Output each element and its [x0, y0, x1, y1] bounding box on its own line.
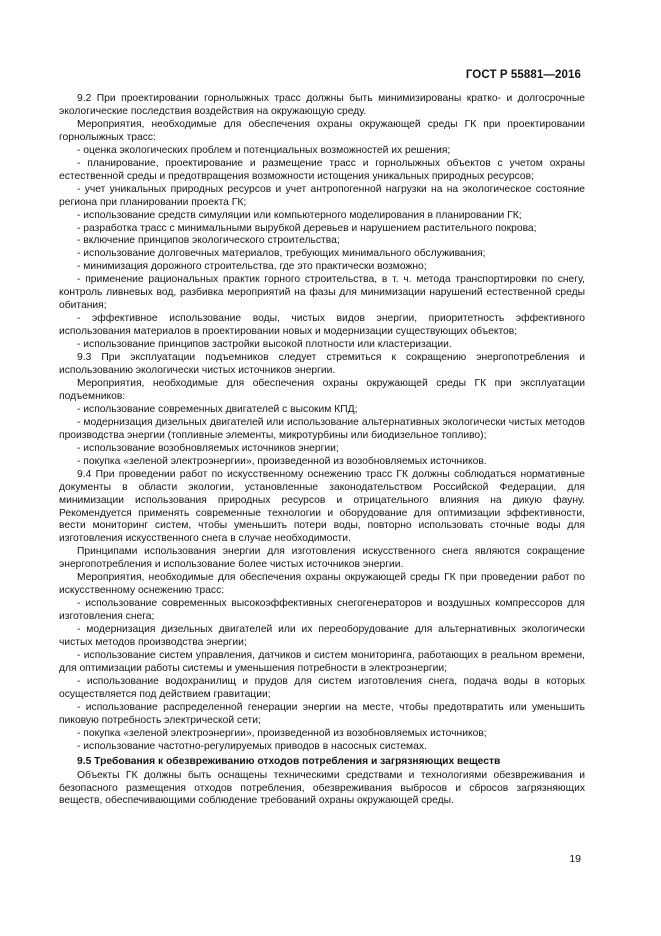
paragraph: 9.2 При проектировании горнолыжных трасс должны быть минимизированы кратко- и долгосрочные экологические последствия воздействия на окружающую среду. — [59, 93, 585, 117]
list-item: - разработка трасс с минимальными вырубкой деревьев и нарушением растительного покрова; — [77, 222, 537, 234]
list-item: - минимизация дорожного строительства, где это практически возможно; — [77, 261, 427, 273]
paragraph: Объекты ГК должны быть оснащены техническими средствами и технологиями обезвреживания и безопасного размещения отходов потребления, обезвреживания выбросов и сбросов загрязняющих веществ, обеспечивающими соблюдение требований охраны окружающей среды. — [59, 769, 585, 807]
paragraph: 9.3 При эксплуатации подъемников следует стремиться к сокращению энергопотребления и использованию экологически чистых источников энергии. — [59, 352, 585, 377]
page-number: 19 — [569, 853, 581, 865]
list-item: - учет уникальных природных ресурсов и учет антропогенной нагрузки на на экологическое состояние региона при планировании проекта ГК; — [59, 183, 585, 208]
list-item: - использование принципов застройки высокой плотности или кластеризации. — [77, 339, 452, 351]
page-body — [59, 93, 585, 808]
document-header: ГОСТ Р 55881—2016 — [465, 69, 581, 81]
list-item: - использование возобновляемых источников энергии; — [77, 442, 339, 454]
list-item: - покупка «зеленой электроэнергии», произведенной из возобновляемых источников. — [77, 455, 487, 467]
list-item: - использование средств симуляции или компьютерного моделирования в планировании ГК; — [77, 209, 522, 221]
list-item: - использование частотно-регулируемых приводов в насосных системах. — [77, 740, 427, 752]
section-heading: 9.5 Требования к обезвреживанию отходов потребления и загрязняющих веществ — [77, 755, 501, 767]
list-item: - использование систем управления, датчиков и систем мониторинга, работающих в реальном времени, для оптимизации работы системы и уменьшения потребности в электроэнергии; — [59, 649, 585, 674]
list-item: - эффективное использование воды, чистых видов энергии, приоритетность эффективного использования материалов в проектировании новых и модернизации существующих объектов; — [59, 313, 585, 338]
list-item: - покупка «зеленой электроэнергии», произведенной из возобновляемых источников; — [77, 727, 487, 739]
paragraph: Мероприятия, необходимые для обеспечения охраны окружающей среды ГК при проектировании горнолыжных трасс: — [59, 118, 585, 143]
paragraph: Мероприятия, необходимые для обеспечения охраны окружающей среды ГК при эксплуатации подъемников: — [59, 377, 585, 402]
list-item: - модернизация дизельных двигателей или использование альтернативных экологически чистых методов производства энергии (топливные элементы, микротурбины или биодизельное топливо); — [59, 416, 585, 441]
list-item: - использование водохранилищ и прудов для систем изготовления снега, подача воды в которых осуществляется под действием гравитации; — [59, 675, 585, 700]
list-item: - оценка экологических проблем и потенциальных возможностей их решения; — [77, 144, 451, 156]
list-item: - использование современных высокоэффективных снегогенераторов и воздушных компрессоров для изготовления снега; — [59, 598, 585, 623]
paragraph: 9.4 При проведении работ по искусственному оснежению трасс ГК должны соблюдаться нормативные документы в области экологии, установленные законодательством Российской Федерации, для минимизации использования природных ресурсов и отрицательного влияния на дикую фауну. Рекомендуется применять современные технологии и оборудование для оптимизации эффективности, вести мониторинг систем, чтобы уменьшить потери воды, повторно использовать сточные воды для изготовления искусственного снега в случае необходимости. — [59, 468, 585, 545]
list-item: - использование современных двигателей с высоким КПД; — [77, 403, 358, 415]
list-item: - применение рациональных практик горного строительства, в т. ч. метода транспортировки по снегу, контроль ливневых вод, разбивка мероприятий на фазы для минимизации нарушений естественной среды обитания; — [59, 274, 585, 312]
list-item: - модернизация дизельных двигателей или их переоборудование для альтернативных экологически чистых методов производства энергии; — [59, 624, 585, 649]
list-item: - включение принципов экологического строительства; — [77, 235, 340, 247]
list-item: - использование долговечных материалов, требующих минимального обслуживания; — [77, 248, 486, 260]
list-item: - планирование, проектирование и размещение трасс и горнолыжных объектов с учетом охраны естественной среды и предотвращения возможности истощения уникальных природных ресурсов; — [59, 157, 585, 182]
paragraph: Мероприятия, необходимые для обеспечения охраны окружающей среды ГК при проведении работ по искусственному оснежению трасс: — [59, 572, 585, 597]
list-item: - использование распределенной генерации энергии на месте, чтобы предотвратить или уменьшить пиковую потребность электрической сети; — [59, 701, 585, 726]
paragraph: Принципами использования энергии для изготовления искусственного снега являются сокращение энергопотребления и использование более чистых источников энергии. — [59, 546, 585, 571]
